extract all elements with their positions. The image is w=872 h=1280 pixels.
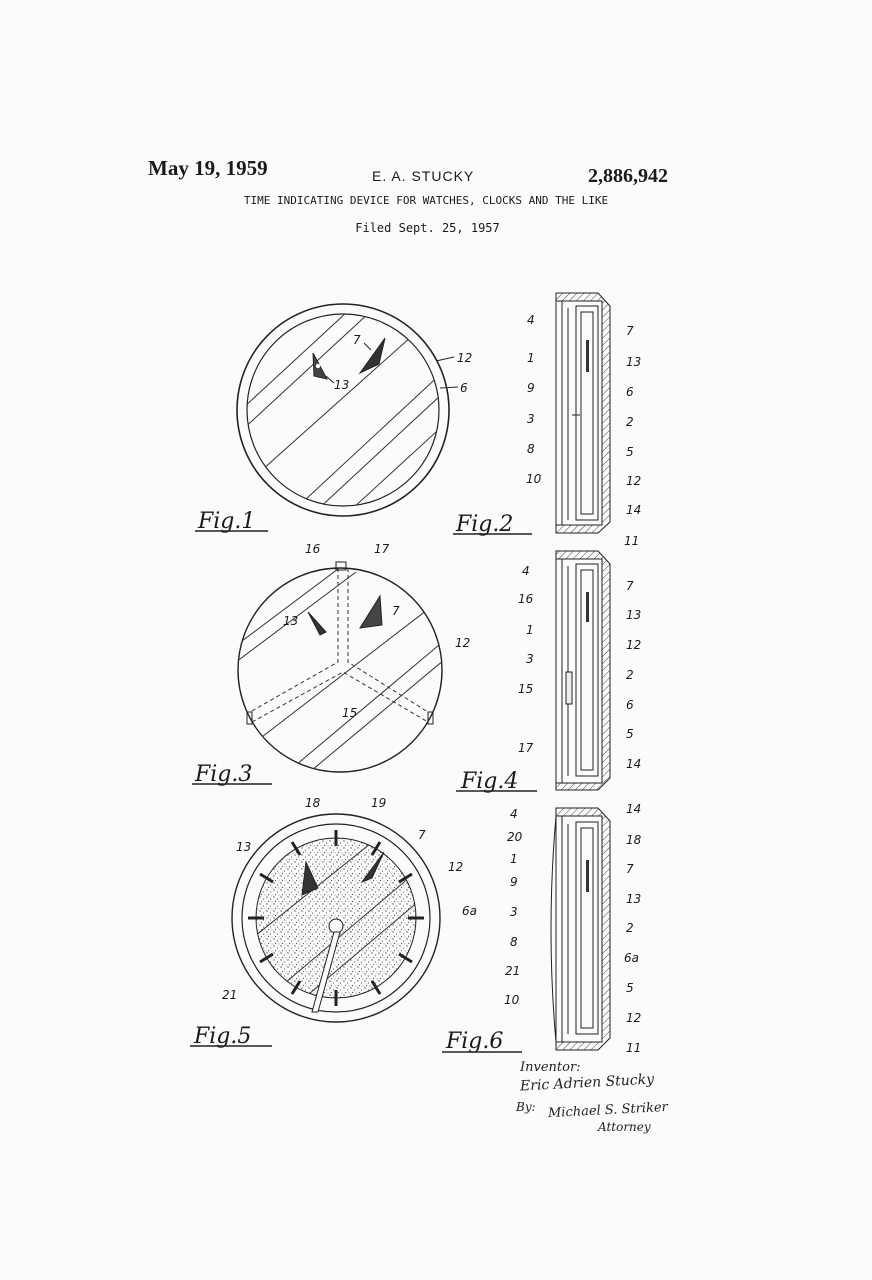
svg-text:14: 14 — [626, 757, 642, 771]
svg-text:16: 16 — [305, 542, 321, 556]
svg-text:13: 13 — [626, 608, 642, 622]
svg-text:6: 6 — [626, 385, 634, 399]
svg-text:5: 5 — [626, 727, 634, 741]
svg-text:21: 21 — [222, 988, 238, 1002]
svg-text:7: 7 — [626, 579, 634, 593]
svg-text:21: 21 — [505, 964, 521, 978]
svg-text:13: 13 — [283, 614, 299, 628]
svg-text:16: 16 — [518, 592, 534, 606]
fig6-caption: Fig.6 — [446, 1029, 504, 1054]
svg-text:20: 20 — [507, 830, 523, 844]
svg-text:9: 9 — [510, 875, 518, 889]
svg-text:8: 8 — [510, 935, 518, 949]
svg-text:7: 7 — [392, 604, 400, 618]
svg-text:6: 6 — [626, 698, 634, 712]
svg-text:4: 4 — [527, 313, 535, 327]
inventor-header: E. A. STUCKY — [372, 168, 475, 184]
figure-5 — [190, 796, 477, 1049]
fig5-caption: Fig.5 — [194, 1024, 252, 1049]
svg-text:18: 18 — [626, 833, 642, 847]
svg-text:12: 12 — [626, 638, 642, 652]
svg-text:1: 1 — [510, 852, 518, 866]
fig1-ref-12: 12 — [457, 351, 473, 365]
svg-text:6a: 6a — [624, 951, 639, 965]
svg-text:17: 17 — [518, 741, 534, 755]
svg-text:2: 2 — [626, 668, 634, 682]
svg-text:10: 10 — [526, 472, 542, 486]
patent-title: TIME INDICATING DEVICE FOR WATCHES, CLOCKS AND THE LIKE — [243, 194, 609, 207]
inventor-signature: Eric Adrien Stucky — [519, 1071, 655, 1095]
svg-text:14: 14 — [626, 503, 642, 517]
svg-text:3: 3 — [527, 412, 535, 426]
attorney-label: Attorney — [598, 1120, 651, 1134]
figure-3 — [192, 542, 470, 787]
fig1-ref-13: 13 — [334, 378, 350, 392]
fig4-caption: Fig.4 — [461, 769, 519, 794]
patent-number: 2,886,942 — [588, 165, 668, 187]
svg-text:4: 4 — [522, 564, 530, 578]
figure-4 — [456, 551, 641, 794]
fig2-caption: Fig.2 — [456, 512, 514, 537]
svg-text:11: 11 — [626, 1041, 642, 1055]
svg-text:12: 12 — [626, 474, 642, 488]
svg-text:1: 1 — [527, 351, 535, 365]
svg-text:6a: 6a — [462, 904, 477, 918]
svg-text:10: 10 — [504, 993, 520, 1007]
svg-text:4: 4 — [510, 807, 518, 821]
inventor-label: Inventor: — [520, 1060, 581, 1075]
figure-2 — [453, 293, 641, 548]
svg-text:17: 17 — [374, 542, 390, 556]
svg-text:3: 3 — [510, 905, 518, 919]
by-label: By: — [516, 1100, 536, 1114]
figure-1 — [195, 300, 472, 534]
svg-text:12: 12 — [455, 636, 471, 650]
svg-text:2: 2 — [626, 921, 634, 935]
svg-text:2: 2 — [626, 415, 634, 429]
svg-text:13: 13 — [626, 355, 642, 369]
svg-text:18: 18 — [305, 796, 321, 810]
svg-text:1: 1 — [526, 623, 534, 637]
svg-text:7: 7 — [418, 828, 426, 842]
svg-text:5: 5 — [626, 445, 634, 459]
svg-text:15: 15 — [518, 682, 534, 696]
svg-text:19: 19 — [371, 796, 387, 810]
svg-text:14: 14 — [626, 802, 642, 816]
attorney-signature: Michael S. Striker — [547, 1099, 669, 1122]
patent-date: May 19, 1959 — [148, 156, 268, 180]
fig1-ref-7: 7 — [353, 333, 361, 347]
fig3-caption: Fig.3 — [195, 762, 253, 787]
svg-text:7: 7 — [626, 324, 634, 338]
svg-text:5: 5 — [626, 981, 634, 995]
svg-text:13: 13 — [626, 892, 642, 906]
fig1-caption: Fig.1 — [198, 509, 256, 534]
figure-6 — [442, 802, 642, 1055]
svg-text:3: 3 — [526, 652, 534, 666]
svg-text:7: 7 — [626, 862, 634, 876]
svg-text:12: 12 — [626, 1011, 642, 1025]
svg-text:15: 15 — [342, 706, 358, 720]
svg-text:9: 9 — [527, 381, 535, 395]
filing-date: Filed Sept. 25, 1957 — [355, 221, 500, 235]
svg-text:8: 8 — [527, 442, 535, 456]
svg-text:11: 11 — [624, 534, 640, 548]
fig1-ref-6: 6 — [460, 381, 468, 395]
svg-text:13: 13 — [236, 840, 252, 854]
svg-text:12: 12 — [448, 860, 464, 874]
